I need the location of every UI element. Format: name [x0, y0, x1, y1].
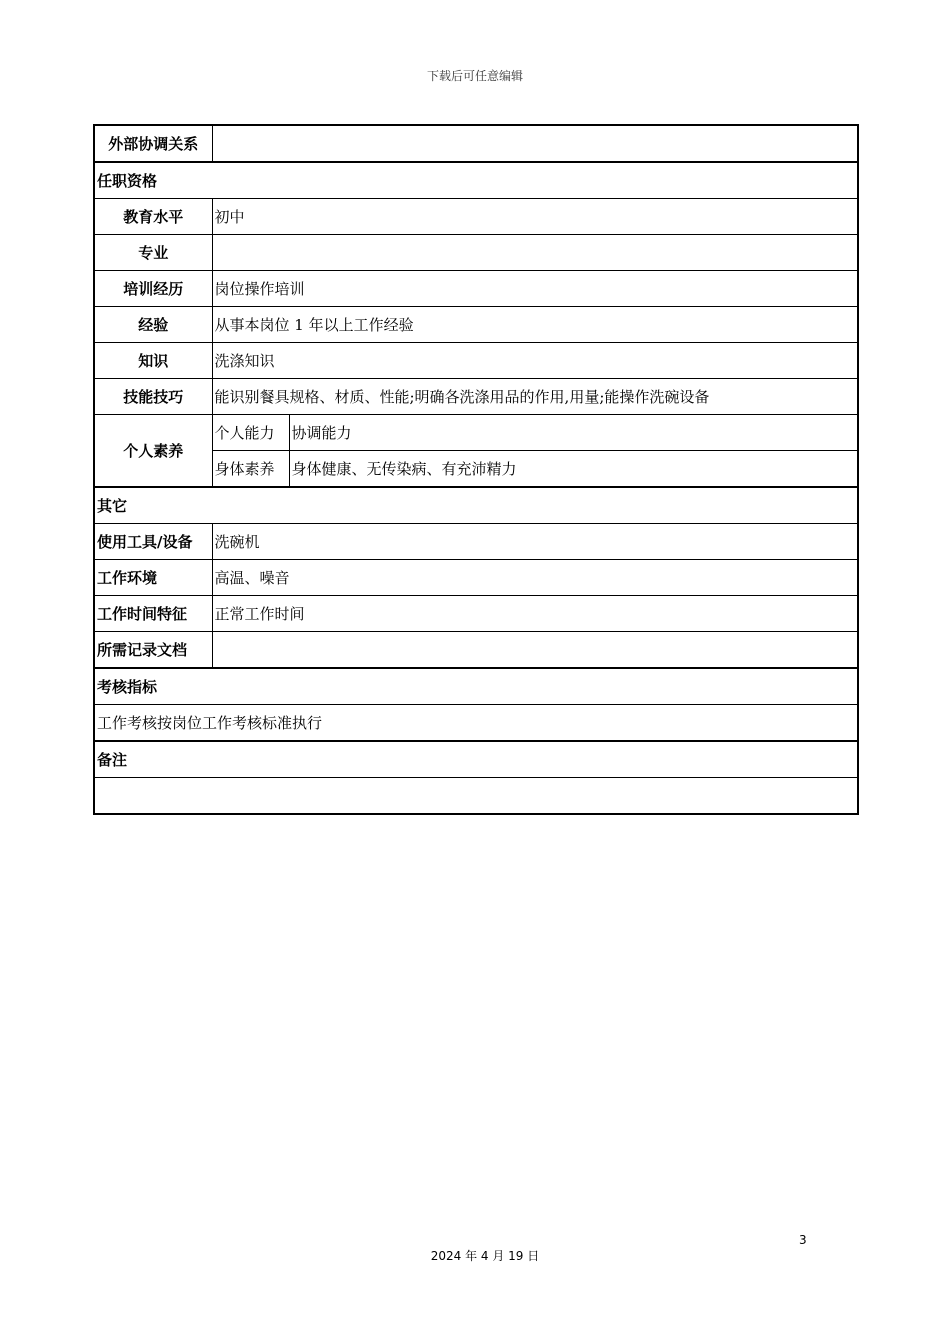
records-label: 所需记录文档: [94, 632, 212, 669]
remarks-value: [94, 778, 858, 815]
row-qualifications-heading: [94, 162, 858, 199]
work-time-value: 正常工作时间: [212, 596, 858, 632]
row-major: [94, 235, 858, 271]
job-description-table: [93, 124, 859, 815]
other-heading: 其它: [94, 487, 858, 524]
row-external-coordination: [94, 125, 858, 162]
tools-value: 洗碗机: [212, 524, 858, 560]
row-other-heading: [94, 487, 858, 524]
education-label: 教育水平: [94, 199, 212, 235]
row-personal-ability: [94, 415, 858, 451]
environment-value: 高温、噪音: [212, 560, 858, 596]
row-assessment-heading: [94, 668, 858, 705]
records-value: [212, 632, 858, 669]
major-label: 专业: [94, 235, 212, 271]
external-coordination-label: 外部协调关系: [94, 125, 212, 162]
row-assessment-value: [94, 705, 858, 742]
row-tools: [94, 524, 858, 560]
external-coordination-value: [212, 125, 858, 162]
skills-label: 技能技巧: [94, 379, 212, 415]
personal-ability-value: 协调能力: [289, 415, 858, 451]
header-note: 下载后可任意编辑: [426, 69, 523, 83]
experience-value: 从事本岗位 1 年以上工作经验: [212, 307, 858, 343]
row-training: [94, 271, 858, 307]
row-knowledge: [94, 343, 858, 379]
row-work-time: [94, 596, 858, 632]
personal-ability-label: 个人能力: [212, 415, 289, 451]
education-value: 初中: [212, 199, 858, 235]
qualifications-heading: 任职资格: [94, 162, 858, 199]
row-records: [94, 632, 858, 669]
row-environment: [94, 560, 858, 596]
remarks-heading: 备注: [94, 741, 858, 778]
personal-quality-label: 个人素养: [94, 415, 212, 488]
major-value: [212, 235, 858, 271]
assessment-value: 工作考核按岗位工作考核标准执行: [94, 705, 858, 742]
physical-quality-value: 身体健康、无传染病、有充沛精力: [289, 451, 858, 488]
knowledge-label: 知识: [94, 343, 212, 379]
training-value: 岗位操作培训: [212, 271, 858, 307]
environment-label: 工作环境: [94, 560, 212, 596]
knowledge-value: 洗涤知识: [212, 343, 858, 379]
row-education: [94, 199, 858, 235]
tools-label: 使用工具/设备: [94, 524, 212, 560]
experience-label: 经验: [94, 307, 212, 343]
physical-quality-label: 身体素养: [212, 451, 289, 488]
row-remarks-value: [94, 778, 858, 815]
row-skills: [94, 379, 858, 415]
work-time-label: 工作时间特征: [94, 596, 212, 632]
row-experience: [94, 307, 858, 343]
row-remarks-heading: [94, 741, 858, 778]
footer-date: 2024 年 4 月 19 日: [430, 1249, 540, 1263]
page-number: 3: [799, 1233, 807, 1247]
skills-value: 能识别餐具规格、材质、性能;明确各洗涤用品的作用,用量;能操作洗碗设备: [212, 379, 858, 415]
training-label: 培训经历: [94, 271, 212, 307]
assessment-heading: 考核指标: [94, 668, 858, 705]
